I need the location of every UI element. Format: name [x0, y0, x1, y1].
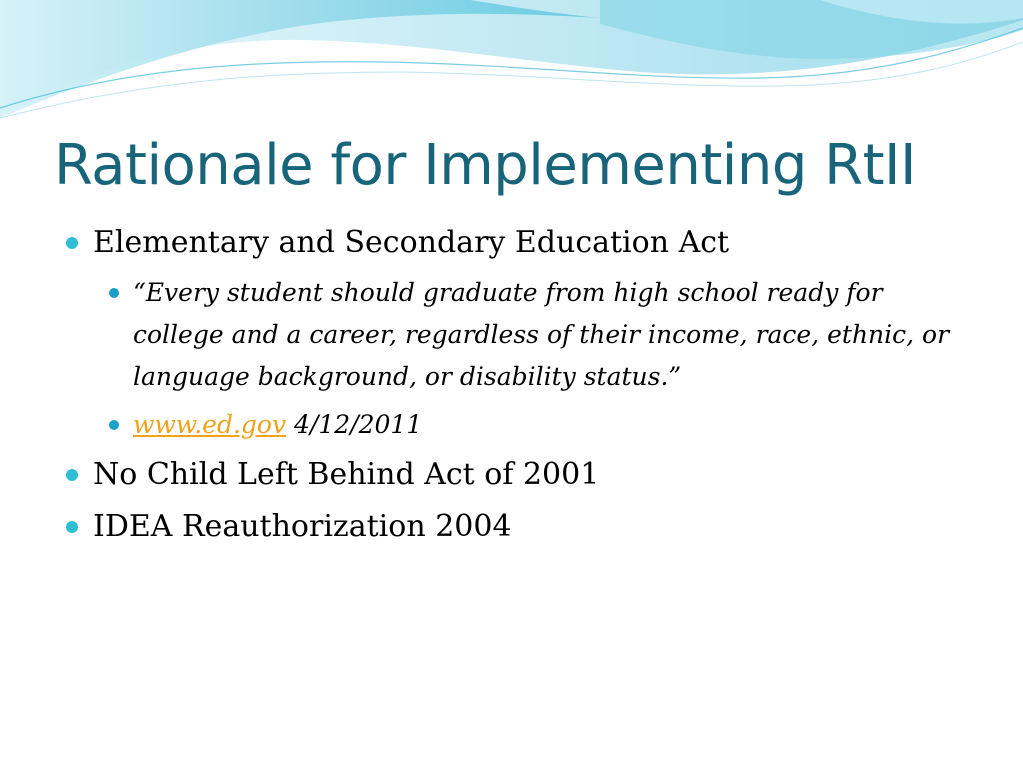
bullet-esea	[60, 220, 970, 266]
bullet-list	[60, 220, 970, 556]
sub-bullet-quote	[101, 272, 970, 398]
quote-text: “Every student should graduate from high school ready for college and a career, regardless of their income, race, ethnic, or language background, or disability status.”	[133, 278, 950, 391]
slide-title: Rationale for Implementing RtII	[54, 133, 917, 198]
bullet-text: Elementary and Secondary Education Act	[93, 225, 730, 260]
bullet-text: IDEA Reauthorization 2004	[93, 509, 512, 544]
sub-bullet-dot-icon	[109, 288, 119, 298]
bullet-dot-icon	[66, 521, 78, 533]
bullet-dot-icon	[66, 237, 78, 249]
bullet-text: No Child Left Behind Act of 2001	[93, 457, 600, 492]
bullet-nclb	[60, 452, 970, 498]
decorative-wave-banner	[0, 0, 1023, 130]
sub-bullet-source	[101, 404, 970, 446]
source-link[interactable]: www.ed.gov	[133, 410, 287, 439]
sub-bullet-dot-icon	[109, 420, 119, 430]
bullet-idea	[60, 504, 970, 550]
source-date: 4/12/2011	[286, 410, 423, 439]
bullet-dot-icon	[66, 469, 78, 481]
